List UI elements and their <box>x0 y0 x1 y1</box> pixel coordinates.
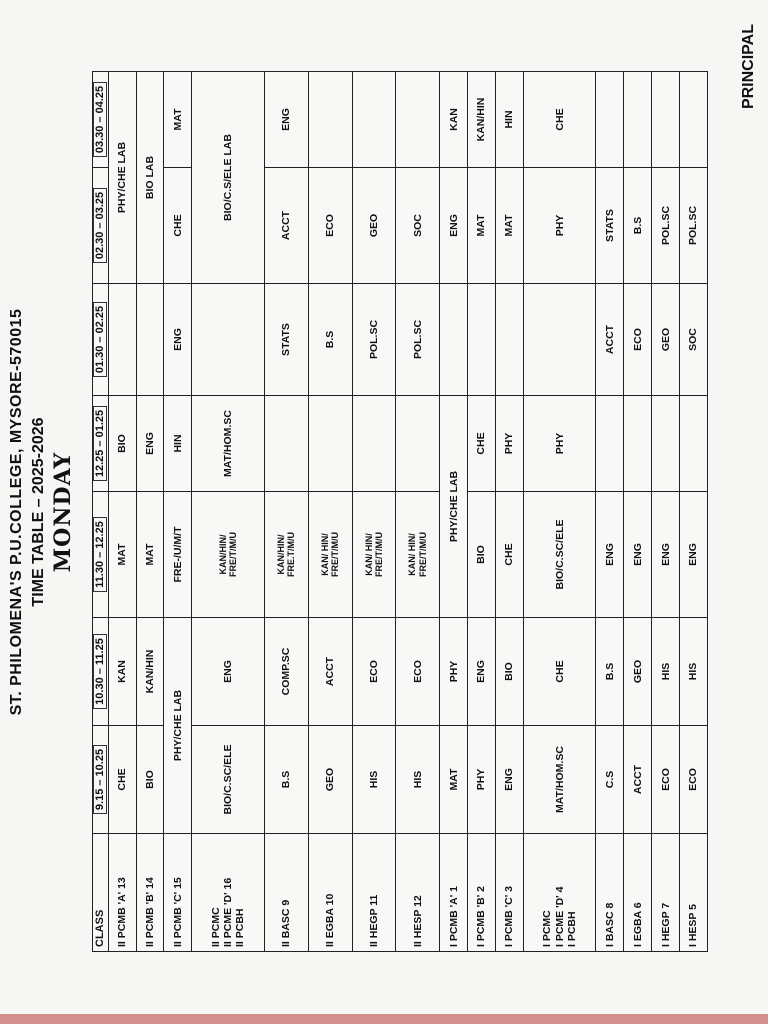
class-cell: II PCMC II PCME 'D' 16 II PCBH <box>192 834 265 952</box>
period-cell: BIO <box>108 396 136 492</box>
period-cell: GEO <box>652 284 680 396</box>
period-cell: COMP.SC <box>264 618 308 726</box>
class-cell: II EGBA 10 <box>308 834 352 952</box>
period-cell: KAN/ HIN/ FRE/T/M/U <box>396 492 440 618</box>
table-row <box>523 72 596 952</box>
period-cell: SOC <box>396 168 440 284</box>
period-cell: KAN <box>108 618 136 726</box>
table-row <box>596 72 624 952</box>
period-cell: POL.SC <box>352 284 396 396</box>
period-cell: ENG <box>440 168 468 284</box>
period-cell: PHY <box>440 618 468 726</box>
table-row <box>352 72 396 952</box>
period-cell: B.S <box>264 726 308 834</box>
period-cell: KAN/ HIN/ FRE/T/M/U <box>352 492 396 618</box>
period-cell: KAN/HIN <box>468 72 496 168</box>
period-cell: ECO <box>396 618 440 726</box>
period-cell: B.S <box>624 168 652 284</box>
principal-signature-label: PRINCIPAL <box>740 24 757 110</box>
table-row <box>652 72 680 952</box>
period-cell: BIO <box>468 492 496 618</box>
table-row <box>192 72 265 952</box>
period-cell: GEO <box>352 168 396 284</box>
header-slot-3: 11.30 – 12.25 <box>93 492 109 618</box>
period-cell: B.S <box>596 618 624 726</box>
class-cell: I HEGP 7 <box>652 834 680 952</box>
class-cell: II PCMB 'C' 15 <box>164 834 192 952</box>
period-cell: MAT/HOM.SC <box>523 726 596 834</box>
header-slot-7: 03.30 – 04.25 <box>93 72 109 168</box>
table-row <box>679 72 707 952</box>
period-cell: C.S <box>596 726 624 834</box>
header-slot-6: 02.30 – 03.25 <box>93 168 109 284</box>
period-cell: MAT <box>136 492 164 618</box>
class-cell: I PCMB 'B' 2 <box>468 834 496 952</box>
period-cell: CHE <box>108 726 136 834</box>
table-row <box>108 72 136 952</box>
lab-cell: BIO LAB <box>136 72 164 284</box>
period-cell <box>652 72 680 168</box>
period-cell: HIS <box>652 618 680 726</box>
period-cell: ENG <box>192 618 265 726</box>
table-row <box>495 72 523 952</box>
period-cell: HIS <box>352 726 396 834</box>
period-cell <box>308 72 352 168</box>
period-cell <box>440 284 468 396</box>
period-cell: ENG <box>164 284 192 396</box>
period-cell: POL.SC <box>396 284 440 396</box>
class-cell: I BASC 8 <box>596 834 624 952</box>
table-row <box>164 72 192 952</box>
period-cell: ENG <box>468 618 496 726</box>
header-class: CLASS <box>93 834 109 952</box>
period-cell: ENG <box>679 492 707 618</box>
period-cell: POL.SC <box>679 168 707 284</box>
period-cell: ACCT <box>308 618 352 726</box>
class-cell: II BASC 9 <box>264 834 308 952</box>
period-cell <box>352 72 396 168</box>
class-cell: II PCMB 'B' 14 <box>136 834 164 952</box>
period-cell: POL.SC <box>652 168 680 284</box>
period-cell: BIO <box>495 618 523 726</box>
period-cell <box>192 284 265 396</box>
period-cell: SOC <box>679 284 707 396</box>
period-cell: ACCT <box>624 726 652 834</box>
period-cell: GEO <box>308 726 352 834</box>
period-cell: PHY <box>468 726 496 834</box>
table-row <box>624 72 652 952</box>
period-cell: HIN <box>495 72 523 168</box>
period-cell: MAT/HOM.SC <box>192 396 265 492</box>
lab-cell: PHY/CHE LAB <box>108 72 136 284</box>
period-cell: PHY <box>523 168 596 284</box>
period-cell: CHE <box>523 618 596 726</box>
timetable-title: TIME TABLE – 2025-2026 <box>30 417 47 607</box>
period-cell <box>523 284 596 396</box>
period-cell <box>652 396 680 492</box>
period-cell <box>679 396 707 492</box>
period-cell <box>624 396 652 492</box>
period-cell <box>396 396 440 492</box>
period-cell <box>352 396 396 492</box>
header-slot-4: 12.25 – 01.25 <box>93 396 109 492</box>
header-slot-5: 01.30 – 02.25 <box>93 284 109 396</box>
period-cell: ECO <box>652 726 680 834</box>
period-cell: KAN/ HIN/ FRE/T/M/U <box>308 492 352 618</box>
lab-cell: PHY/CHE LAB <box>440 396 468 618</box>
period-cell: FRE-/U/M/T <box>164 492 192 618</box>
period-cell: KAN/HIN/ FRE.T/M/U <box>264 492 308 618</box>
period-cell <box>264 396 308 492</box>
period-cell <box>308 396 352 492</box>
period-cell <box>596 72 624 168</box>
period-cell <box>396 72 440 168</box>
period-cell <box>495 284 523 396</box>
class-cell: II PCMB 'A' 13 <box>108 834 136 952</box>
period-cell: HIS <box>679 618 707 726</box>
period-cell: ECO <box>624 284 652 396</box>
period-cell: PHY <box>523 396 596 492</box>
period-cell: CHE <box>468 396 496 492</box>
period-cell <box>468 284 496 396</box>
period-cell: KAN <box>440 72 468 168</box>
period-cell: STATS <box>596 168 624 284</box>
class-cell: II HEGP 11 <box>352 834 396 952</box>
class-cell: II HESP 12 <box>396 834 440 952</box>
period-cell: ENG <box>652 492 680 618</box>
period-cell: HIS <box>396 726 440 834</box>
period-cell: ENG <box>136 396 164 492</box>
period-cell <box>136 284 164 396</box>
table-row <box>264 72 308 952</box>
period-cell: MAT <box>468 168 496 284</box>
class-cell: I PCMC I PCME 'D' 4 I PCBH <box>523 834 596 952</box>
period-cell: ECO <box>308 168 352 284</box>
period-cell: STATS <box>264 284 308 396</box>
period-cell: CHE <box>164 168 192 284</box>
period-cell: PHY <box>495 396 523 492</box>
period-cell: MAT <box>495 168 523 284</box>
period-cell: ENG <box>495 726 523 834</box>
period-cell <box>624 72 652 168</box>
lab-cell: BIO/C.S/ELE LAB <box>192 72 265 284</box>
header-row <box>93 72 109 952</box>
table-row <box>440 72 468 952</box>
period-cell: ECO <box>352 618 396 726</box>
period-cell: MAT <box>440 726 468 834</box>
period-cell <box>596 396 624 492</box>
college-title: ST. PHILOMENA'S P.U.COLLEGE, MYSORE-570015 <box>8 308 25 716</box>
lab-cell: PHY/CHE LAB <box>164 618 192 834</box>
class-cell: I PCMB 'C' 3 <box>495 834 523 952</box>
period-cell: CHE <box>495 492 523 618</box>
period-cell: KAN/HIN <box>136 618 164 726</box>
table-row <box>136 72 164 952</box>
period-cell <box>108 284 136 396</box>
period-cell: KAN/HIN/ FRE/T/M/U <box>192 492 265 618</box>
timetable-table <box>92 71 708 952</box>
header-slot-2: 10.30 – 11.25 <box>93 618 109 726</box>
day-title: MONDAY <box>50 451 76 573</box>
page-edge-mark <box>0 1014 768 1024</box>
class-cell: I HESP 5 <box>679 834 707 952</box>
period-cell: BIO <box>136 726 164 834</box>
period-cell: CHE <box>523 72 596 168</box>
table-row <box>308 72 352 952</box>
period-cell: HIN <box>164 396 192 492</box>
period-cell: BIO/C.SC/ELE <box>523 492 596 618</box>
period-cell: B.S <box>308 284 352 396</box>
header-slot-1: 9.15 – 10.25 <box>93 726 109 834</box>
class-cell: I PCMB 'A' 1 <box>440 834 468 952</box>
table-row <box>468 72 496 952</box>
period-cell: ACCT <box>596 284 624 396</box>
period-cell: MAT <box>108 492 136 618</box>
period-cell <box>679 72 707 168</box>
period-cell: BIO/C.SC/ELE <box>192 726 265 834</box>
period-cell: ENG <box>596 492 624 618</box>
period-cell: GEO <box>624 618 652 726</box>
period-cell: ENG <box>264 72 308 168</box>
period-cell: MAT <box>164 72 192 168</box>
class-cell: I EGBA 6 <box>624 834 652 952</box>
period-cell: ECO <box>679 726 707 834</box>
period-cell: ACCT <box>264 168 308 284</box>
table-row <box>396 72 440 952</box>
period-cell: ENG <box>624 492 652 618</box>
